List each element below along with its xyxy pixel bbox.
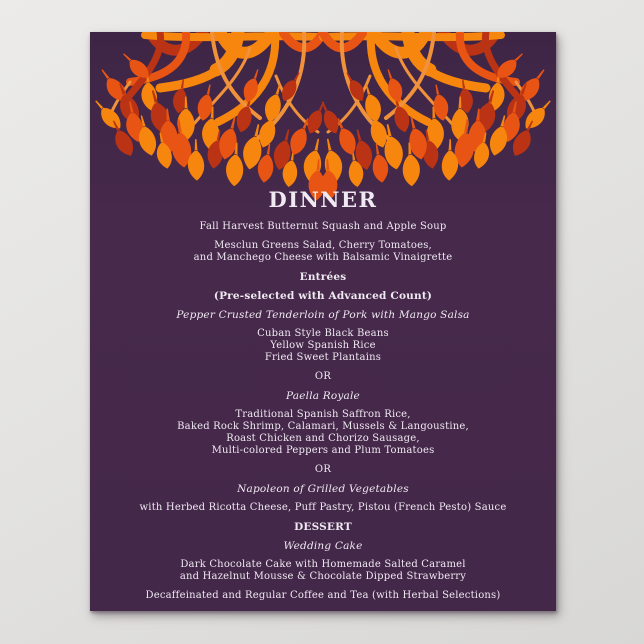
menu-paragraph (102, 309, 544, 321)
menu-line: DESSERT (294, 521, 352, 533)
menu-paragraph (102, 290, 544, 302)
menu-paragraph (102, 221, 544, 233)
menu-line: Mesclun Greens Salad, Cherry Tomatoes, (214, 240, 432, 251)
menu-line: Wedding Cake (283, 540, 363, 552)
menu-paragraph (102, 559, 544, 583)
menu-paragraph (102, 483, 544, 495)
menu-line: and Manchego Cheese with Balsamic Vinaigrette (193, 252, 453, 263)
menu-paragraph (102, 328, 544, 364)
menu-line: Roast Chicken and Chorizo Sausage, (226, 433, 420, 444)
menu-line: with Herbed Ricotta Cheese, Puff Pastry, Pistou (French Pesto) Sauce (139, 502, 507, 513)
menu-line: Dark Chocolate Cake with Homemade Salted Caramel (180, 559, 466, 570)
menu-line: Pepper Crusted Tenderloin of Pork with Mango Salsa (176, 309, 470, 321)
menu-paragraph (102, 390, 544, 402)
autumn-leaves-decoration (90, 32, 556, 210)
menu-line: OR (314, 464, 332, 475)
menu-paragraph (102, 271, 544, 283)
menu-line: OR (314, 371, 332, 382)
menu-paragraph (102, 502, 544, 514)
menu-line: Fall Harvest Butternut Squash and Apple Soup (199, 221, 447, 232)
menu-paragraph (102, 464, 544, 476)
menu-text (102, 188, 544, 609)
menu-paragraph (102, 521, 544, 533)
menu-line: and Hazelnut Mousse & Chocolate Dipped Strawberry (179, 571, 467, 582)
menu-line: Paella Royale (286, 390, 360, 402)
menu-line: Multi-colored Peppers and Plum Tomatoes (211, 445, 435, 456)
menu-line: Yellow Spanish Rice (270, 340, 376, 351)
menu-line: Traditional Spanish Saffron Rice, (235, 409, 411, 420)
menu-line: DINNER (268, 187, 378, 212)
menu-line: Fried Sweet Plantains (264, 352, 382, 363)
menu-line: Napoleon of Grilled Vegetables (237, 483, 409, 495)
menu-line: Cuban Style Black Beans (257, 328, 389, 339)
menu-line: Baked Rock Shrimp, Calamari, Mussels & Langoustine, (177, 421, 469, 432)
menu-line: (Pre-selected with Advanced Count) (213, 290, 433, 302)
menu-paragraph (102, 409, 544, 457)
menu-line: Decaffeinated and Regular Coffee and Tea (with Herbal Selections) (145, 590, 501, 601)
menu-paragraph (102, 240, 544, 264)
menu-paragraph (102, 540, 544, 552)
menu-title (102, 188, 544, 212)
menu-paragraph (102, 371, 544, 383)
menu-paragraph (102, 590, 544, 602)
dinner-menu-poster (90, 32, 556, 611)
menu-line: Entrées (299, 271, 347, 283)
